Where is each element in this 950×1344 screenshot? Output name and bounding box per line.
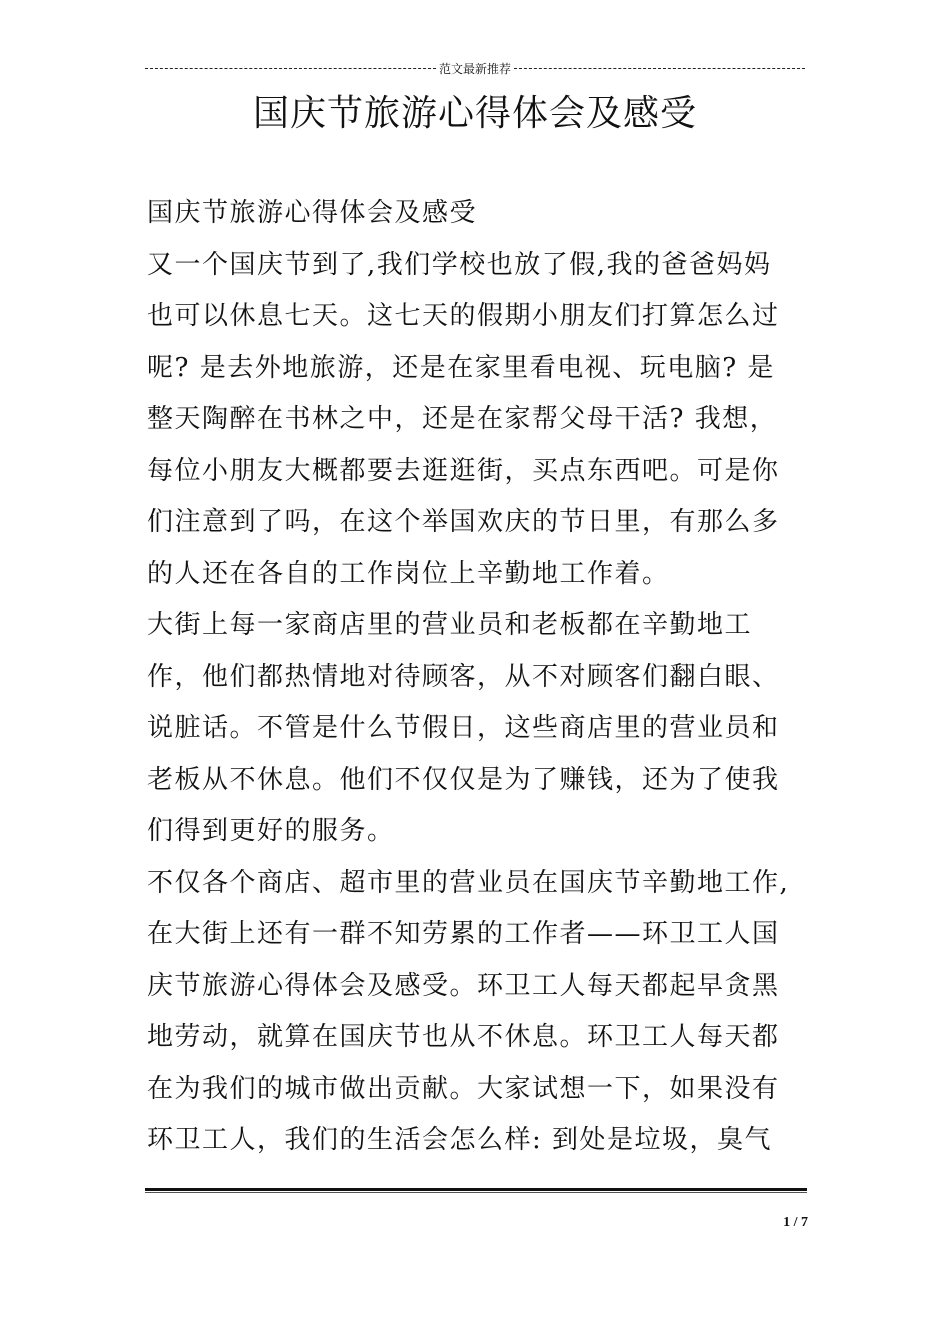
body-line: 的人还在各自的工作岗位上辛勤地工作着。 bbox=[147, 558, 670, 589]
body-line: 也可以休息七天。这七天的假期小朋友们打算怎么过 bbox=[147, 301, 780, 331]
body-line: 大街上每一家商店里的营业员和老板都在辛勤地工 bbox=[147, 610, 753, 640]
body-line: 老板从不休息。他们不仅仅是为了赚钱，还为了使我 bbox=[147, 764, 780, 795]
body-line: 在大街上还有一群不知劳累的工作者——环卫工人国 bbox=[147, 919, 780, 949]
body-line: 在为我们的城市做出贡献。大家试想一下，如果没有 bbox=[147, 1073, 780, 1104]
header-dash-left bbox=[145, 68, 436, 69]
body-line: 环卫工人，我们的生活会怎么样: 到处是垃圾，臭气 bbox=[147, 1125, 773, 1155]
body-line: 整天陶醉在书林之中，还是在家帮父母干活? 我想， bbox=[147, 404, 778, 434]
body-line: 庆节旅游心得体会及感受。环卫工人每天都起早贪黑 bbox=[147, 970, 780, 1001]
body-line: 地劳动，就算在国庆节也从不休息。环卫工人每天都 bbox=[147, 1022, 780, 1052]
header-rule bbox=[145, 58, 805, 78]
header-dash-right bbox=[514, 68, 805, 69]
body-line: 们得到更好的服务。 bbox=[147, 816, 395, 846]
body-line: 国庆节旅游心得体会及感受 bbox=[147, 198, 478, 228]
page-number: 1 / 7 bbox=[783, 1215, 808, 1230]
footer-rule bbox=[145, 1188, 807, 1193]
body-line: 作，他们都热情地对待顾客，从不对顾客们翻白眼、 bbox=[147, 661, 780, 692]
body-line: 每位小朋友大概都要去逛逛街，买点东西吧。可是你 bbox=[147, 455, 780, 486]
body-line: 说脏话。不管是什么节假日，这些商店里的营业员和 bbox=[147, 713, 780, 743]
body-line: 们注意到了吗，在这个举国欢庆的节日里，有那么多 bbox=[147, 507, 780, 537]
document-body bbox=[147, 188, 807, 1167]
document-title: 国庆节旅游心得体会及感受 bbox=[252, 93, 697, 134]
header-label: 范文最新推荐 bbox=[439, 61, 512, 76]
body-line: 又一个国庆节到了,我们学校也放了假,我的爸爸妈妈 bbox=[147, 249, 772, 280]
body-line: 不仅各个商店、超市里的营业员在国庆节辛勤地工作, bbox=[147, 867, 790, 898]
body-line: 呢? 是去外地旅游，还是在家里看电视、玩电脑? 是 bbox=[147, 352, 775, 383]
